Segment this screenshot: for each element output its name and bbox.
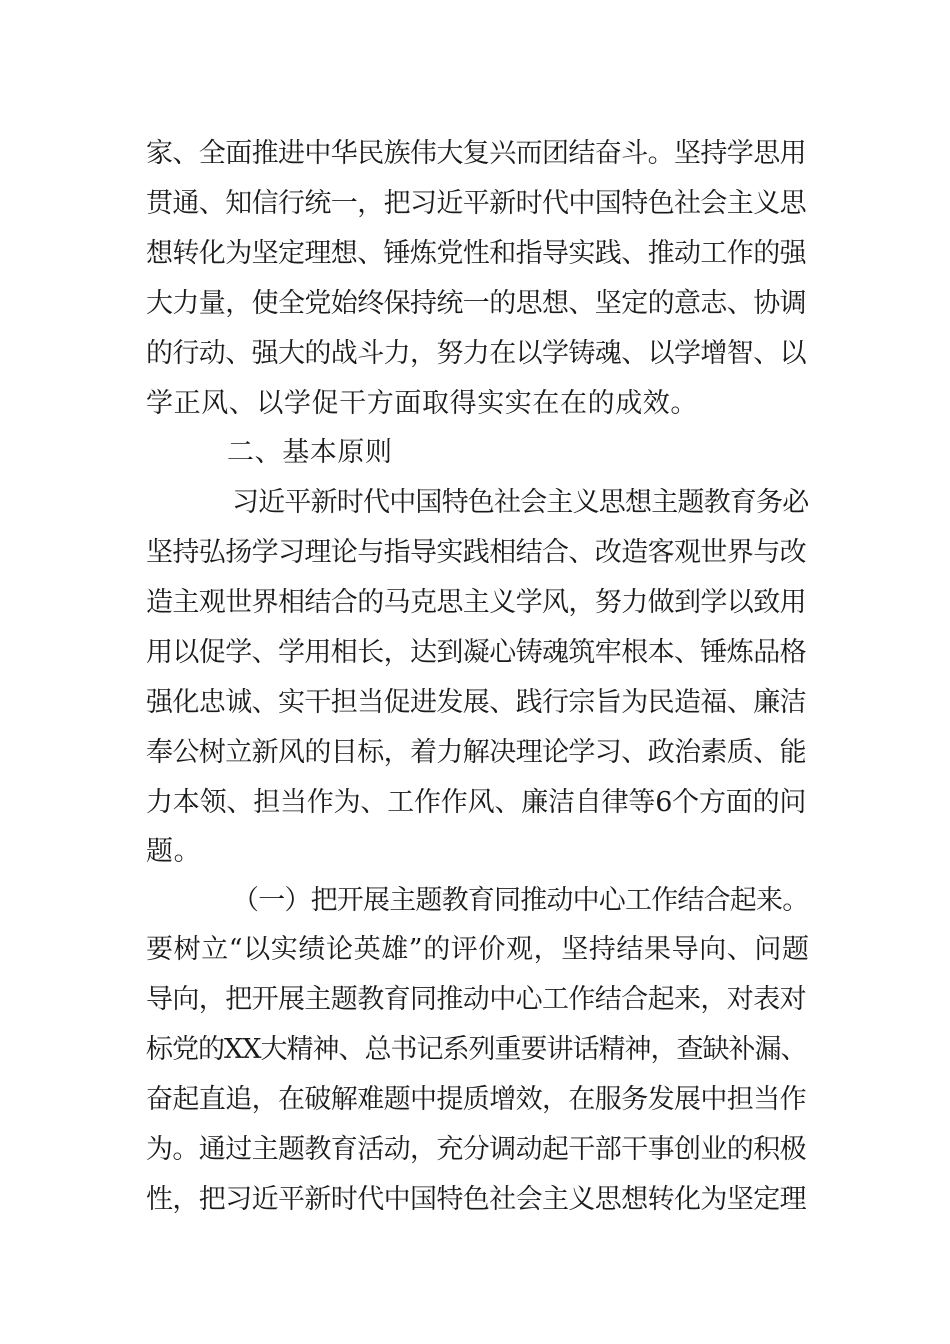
paragraph-line: 家、全面推进中华民族伟大复兴而团结奋斗。坚持学思用	[146, 138, 806, 169]
paragraph-line: 想转化为坚定理想、锤炼党性和指导实践、推动工作的强	[146, 238, 806, 269]
paragraph-line: 题。	[146, 836, 202, 867]
paragraph-line: 导向，把开展主题教育同推动中心工作结合起来，对表对	[146, 984, 806, 1015]
paragraph-line: 用以促学、学用相长，达到凝心铸魂筑牢根本、锤炼品格	[146, 637, 806, 668]
paragraph-line: 坚持弘扬学习理论与指导实践相结合、改造客观世界与改	[146, 537, 806, 568]
paragraph-line: 要树立“以实绩论英雄”的评价观，坚持结果导向、问题	[146, 934, 810, 965]
paragraph-line: 标党的XX大精神、总书记系列重要讲话精神，查缺补漏、	[146, 1034, 807, 1065]
subsection-heading: （一）把开展主题教育同推动中心工作结合起来。	[232, 885, 809, 916]
paragraph-line: 性，把习近平新时代中国特色社会主义思想转化为坚定理	[146, 1184, 806, 1215]
paragraph-line: 大力量，使全党始终保持统一的思想、坚定的意志、协调	[146, 288, 806, 319]
paragraph-line: 强化忠诚、实干担当促进发展、践行宗旨为民造福、廉洁	[146, 687, 806, 718]
paragraph-line: 习近平新时代中国特色社会主义思想主题教育务必	[232, 487, 809, 518]
paragraph-line: 贯通、知信行统一，把习近平新时代中国特色社会主义思	[146, 188, 806, 219]
paragraph-line: 造主观世界相结合的马克思主义学风，努力做到学以致用	[146, 587, 806, 618]
paragraph-line: 的行动、强大的战斗力，努力在以学铸魂、以学增智、以	[146, 338, 806, 369]
paragraph-line: 奉公树立新风的目标，着力解决理论学习、政治素质、能	[146, 737, 806, 768]
paragraph-line: 为。通过主题教育活动，充分调动起干部干事创业的积极	[146, 1134, 806, 1165]
paragraph-line: 学正风、以学促干方面取得实实在在的成效。	[146, 388, 698, 419]
paragraph-line: 奋起直追，在破解难题中提质增效，在服务发展中担当作	[146, 1084, 806, 1115]
section-heading: 二、基本原则	[227, 437, 393, 468]
paragraph-line: 力本领、担当作为、工作作风、廉洁自律等6个方面的问	[146, 787, 807, 818]
